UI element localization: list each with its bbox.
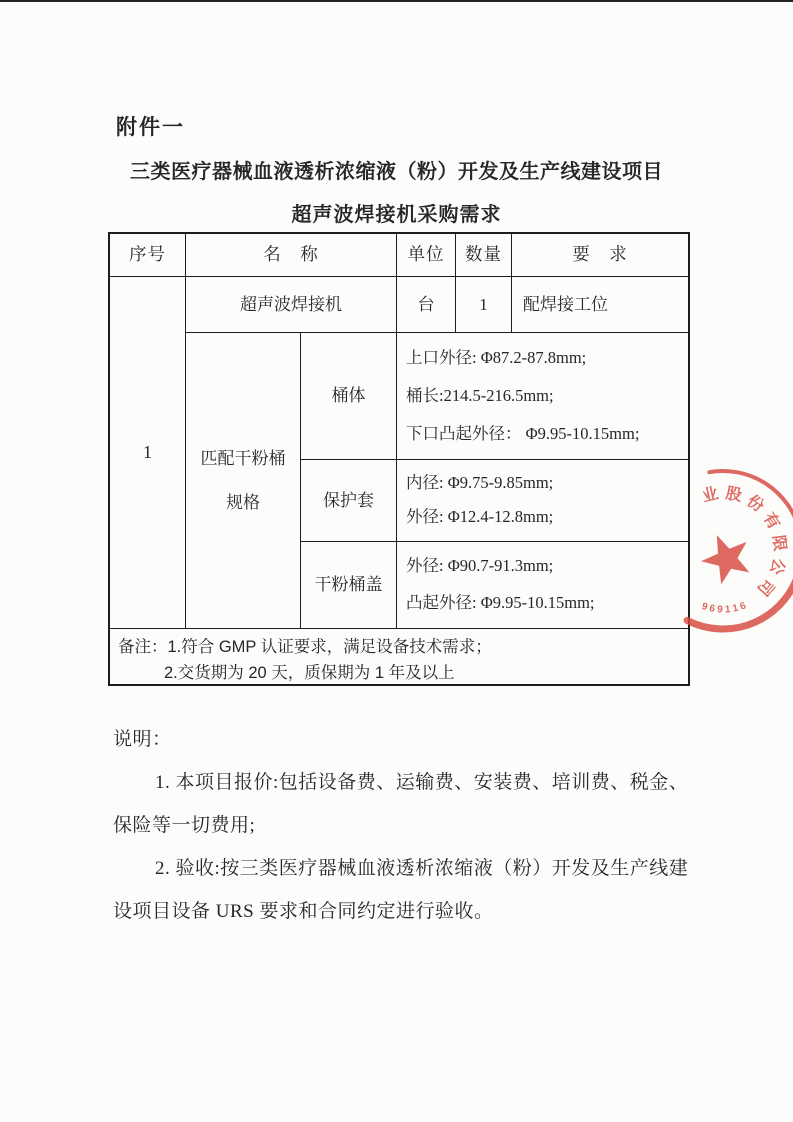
- notes-para2-line2: 设项目设备 URS 要求和合同约定进行验收。: [113, 901, 494, 922]
- seal-digit: 6: [738, 600, 748, 613]
- remark-cell: [110, 629, 688, 684]
- spec-line: 外径: Φ12.4-12.8mm;: [406, 507, 554, 527]
- item-unit-cell: 台: [397, 277, 456, 333]
- seal-outer-circle-bottom-arc: [687, 570, 793, 629]
- header-req: 要 求: [512, 234, 688, 277]
- seal-digit: 1: [724, 604, 731, 616]
- seal-star-icon: [701, 535, 749, 584]
- part-name-cell: 桶体: [301, 333, 397, 460]
- spec-line: 上口外径: Φ87.2-87.8mm;: [406, 347, 587, 367]
- spec-line: 外径: Φ90.7-91.3mm;: [406, 556, 554, 576]
- seal-char: 有: [759, 509, 783, 533]
- seal-char: 股: [724, 485, 744, 505]
- part-specs-cell: [397, 542, 688, 629]
- spec-line: 下口凸起外径： Φ9.95-10.15mm;: [406, 423, 640, 443]
- item-req-cell: 配焊接工位: [512, 277, 688, 333]
- spec-line: 凸起外径: Φ9.95-10.15mm;: [406, 593, 595, 613]
- notes-heading: 说明：: [113, 729, 172, 750]
- spec-line: 桶长:214.5-216.5mm;: [406, 385, 554, 405]
- remark-line1: 备注：1.符合 GMP 认证要求，满足设备技术需求；: [118, 638, 492, 656]
- notes-section: [113, 718, 687, 933]
- seal-char: 限: [769, 534, 789, 553]
- attachment-label: 附件一: [116, 116, 185, 139]
- header-qty: 数量: [456, 234, 512, 277]
- part-name-cell: 干粉桶盖: [301, 542, 397, 629]
- seal-digit: 6: [708, 603, 716, 615]
- group-label-line1: 匹配干粉桶: [200, 448, 286, 468]
- procurement-table: [108, 232, 690, 686]
- remark-line2: 2.交货期为 20 天，质保期为 1 年及以上: [164, 664, 455, 682]
- seal-outer-circle-top-arc: [709, 471, 793, 530]
- spec-line: 内径: Φ9.75-9.85mm;: [406, 472, 554, 492]
- document-subtitle: 超声波焊接机采购需求: [291, 204, 502, 226]
- group-label-line2: 规格: [226, 492, 260, 512]
- item-qty-cell: 1: [456, 277, 512, 333]
- header-seq: 序号: [110, 234, 186, 277]
- seal-digit: 9: [716, 604, 723, 616]
- seal-digit: 1: [731, 602, 740, 615]
- seal-char: 公: [766, 556, 788, 577]
- seal-digit: 9: [700, 601, 709, 614]
- notes-para2-line1: 2. 验收:按三类医疗器械血液透析浓缩液（粉）开发及生产线建: [155, 858, 689, 879]
- document-title: 三类医疗器械血液透析浓缩液（粉）开发及生产线建设项目: [130, 161, 663, 183]
- notes-para1-line1: 1. 本项目报价:包括设备费、运输费、安装费、培训费、税金、: [155, 772, 689, 793]
- part-specs-cell: [397, 460, 688, 542]
- seal-char: 业: [700, 485, 721, 506]
- seal-char: 份: [743, 492, 767, 516]
- part-specs-cell: [397, 333, 688, 460]
- item-name-cell: 超声波焊接机: [186, 277, 397, 333]
- notes-para1-line2: 保险等一切费用;: [113, 815, 256, 836]
- group-label-cell: [186, 333, 301, 629]
- header-unit: 单位: [397, 234, 456, 277]
- seq-number-cell: 1: [110, 277, 186, 629]
- seal-char: 司: [753, 575, 777, 599]
- part-name-cell: 保护套: [301, 460, 397, 542]
- header-name: 名 称: [186, 234, 397, 277]
- scan-edge-artifact: [0, 0, 793, 2]
